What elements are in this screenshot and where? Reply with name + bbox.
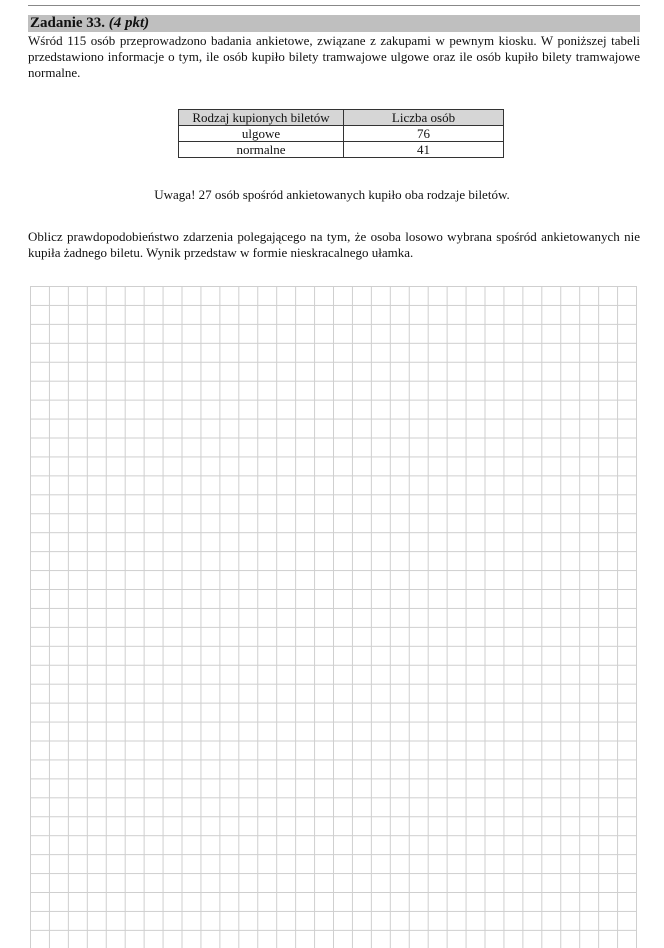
task-header — [28, 15, 640, 32]
table-header-cell: Liczba osób — [344, 110, 504, 126]
table-cell: 76 — [344, 126, 504, 142]
task-points: (4 pkt) — [108, 15, 150, 31]
task-paragraph: Oblicz prawdopodobieństwo zdarzenia polegającego na tym, że osoba losowo wybrana spośród ankietowanych nie kupiła żadnego biletu. Wynik przedstaw w formie nieskracalnego ułamka. — [28, 229, 640, 260]
table-cell: 41 — [344, 142, 504, 158]
table-cell: normalne — [179, 142, 344, 158]
table-cell: ulgowe — [179, 126, 344, 142]
table-header-row — [179, 110, 504, 126]
table-row — [179, 142, 504, 158]
answer-grid[interactable] — [30, 286, 637, 948]
top-rule — [28, 5, 640, 6]
survey-table — [178, 109, 504, 158]
task-title: Zadanie 33. — [30, 15, 106, 31]
table-row — [179, 126, 504, 142]
note-text: Uwaga! 27 osób spośród ankietowanych kupiło oba rodzaje biletów. — [154, 187, 510, 202]
intro-paragraph: Wśród 115 osób przeprowadzono badania ankietowe, związane z zakupami w pewnym kiosku. W poniższej tabeli przedstawiono informacje o tym, ile osób kupiło bilety tramwajowe ulgowe oraz ile osób kupiło bilety tramwajowe normalne. — [28, 33, 640, 80]
table-header-cell: Rodzaj kupionych biletów — [179, 110, 344, 126]
